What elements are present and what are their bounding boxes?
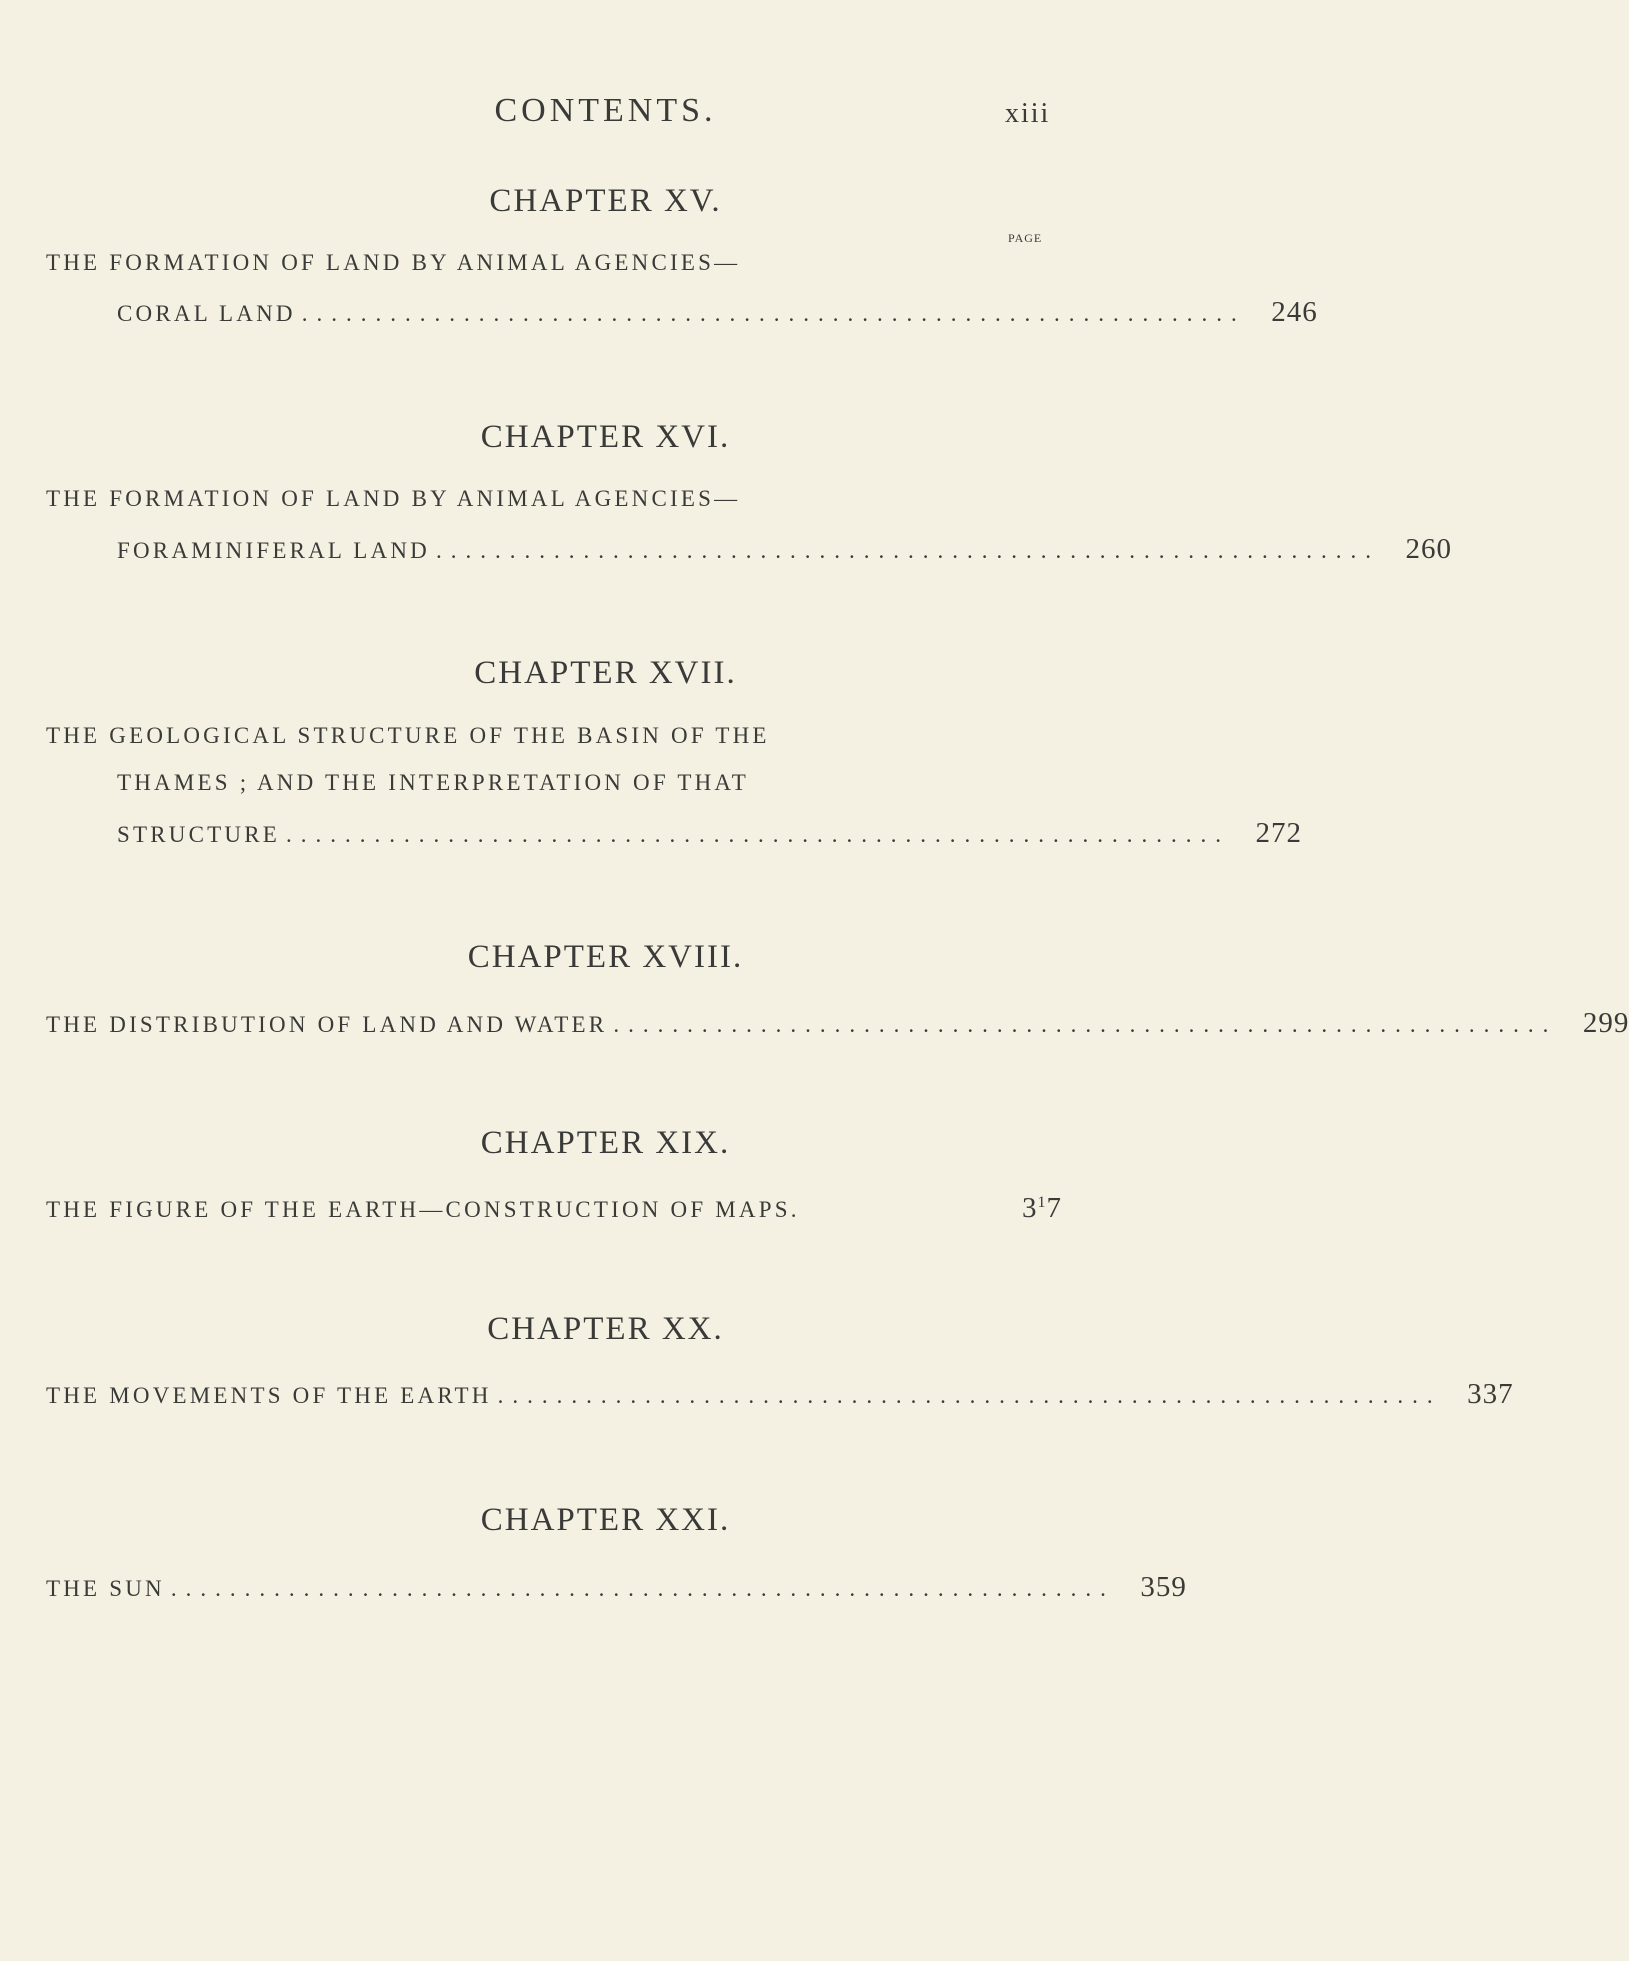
toc-entry-title: THE MOVEMENTS OF THE EARTH [46, 1383, 492, 1408]
chapter-title-line: THE FORMATION OF LAND BY ANIMAL AGENCIES— [46, 250, 741, 275]
chapter-title-line: THE GEOLOGICAL STRUCTURE OF THE BASIN OF THE [46, 723, 770, 748]
toc-entry-row [46, 1192, 1062, 1225]
toc-entry-row [117, 817, 1302, 850]
chapter-heading: CHAPTER XVIII. [467, 939, 744, 975]
chapter-title-line: THAMES ; AND THE INTERPRETATION OF THAT [117, 770, 749, 795]
dot-leader: ................................................................ [435, 538, 1380, 563]
toc-entry-title: CORAL LAND [117, 301, 296, 326]
page-number: 337 [1467, 1378, 1514, 1410]
toc-entry-title: STRUCTURE [117, 822, 280, 847]
chapter-title-line: THE FORMATION OF LAND BY ANIMAL AGENCIES— [46, 486, 741, 511]
dot-leader: ................................................................ [170, 1576, 1115, 1601]
page-number: 359 [1140, 1571, 1187, 1603]
running-head-title: CONTENTS. [494, 92, 717, 129]
toc-entry-row [46, 1007, 1629, 1040]
toc-entry-row [117, 296, 1318, 329]
dot-leader: ................................................................ [497, 1383, 1442, 1408]
toc-entry-title: THE SUN [46, 1576, 165, 1601]
toc-entry-title: FORAMINIFERAL LAND [117, 538, 430, 563]
dot-leader: ................................................................ [301, 301, 1246, 326]
page-folio: xiii [1005, 98, 1051, 129]
chapter-heading: CHAPTER XX. [487, 1311, 724, 1347]
chapter-heading: CHAPTER XVI. [480, 419, 731, 455]
chapter-heading: CHAPTER XIX. [480, 1125, 731, 1161]
chapter-heading: CHAPTER XV. [489, 183, 722, 219]
page-number: 260 [1405, 533, 1452, 565]
toc-entry-title: THE DISTRIBUTION OF LAND AND WATER [46, 1012, 608, 1037]
page-number: 272 [1255, 817, 1302, 849]
page-number: 246 [1271, 296, 1318, 328]
dot-leader: ................................................................ [613, 1012, 1558, 1037]
page-number: $3^17$ [1022, 1192, 1062, 1224]
toc-entry-row [46, 1571, 1187, 1604]
toc-entry-row [46, 1378, 1514, 1411]
toc-entry-row [117, 533, 1452, 566]
chapter-heading: CHAPTER XVII. [474, 655, 737, 691]
chapter-heading: CHAPTER XXI. [480, 1502, 731, 1538]
page-number: 299 [1582, 1007, 1629, 1039]
page-column-label: PAGE [1008, 231, 1043, 245]
dot-leader: ................................................................ [285, 822, 1230, 847]
toc-entry-title: THE FIGURE OF THE EARTH—CONSTRUCTION OF MAPS. [46, 1197, 800, 1222]
